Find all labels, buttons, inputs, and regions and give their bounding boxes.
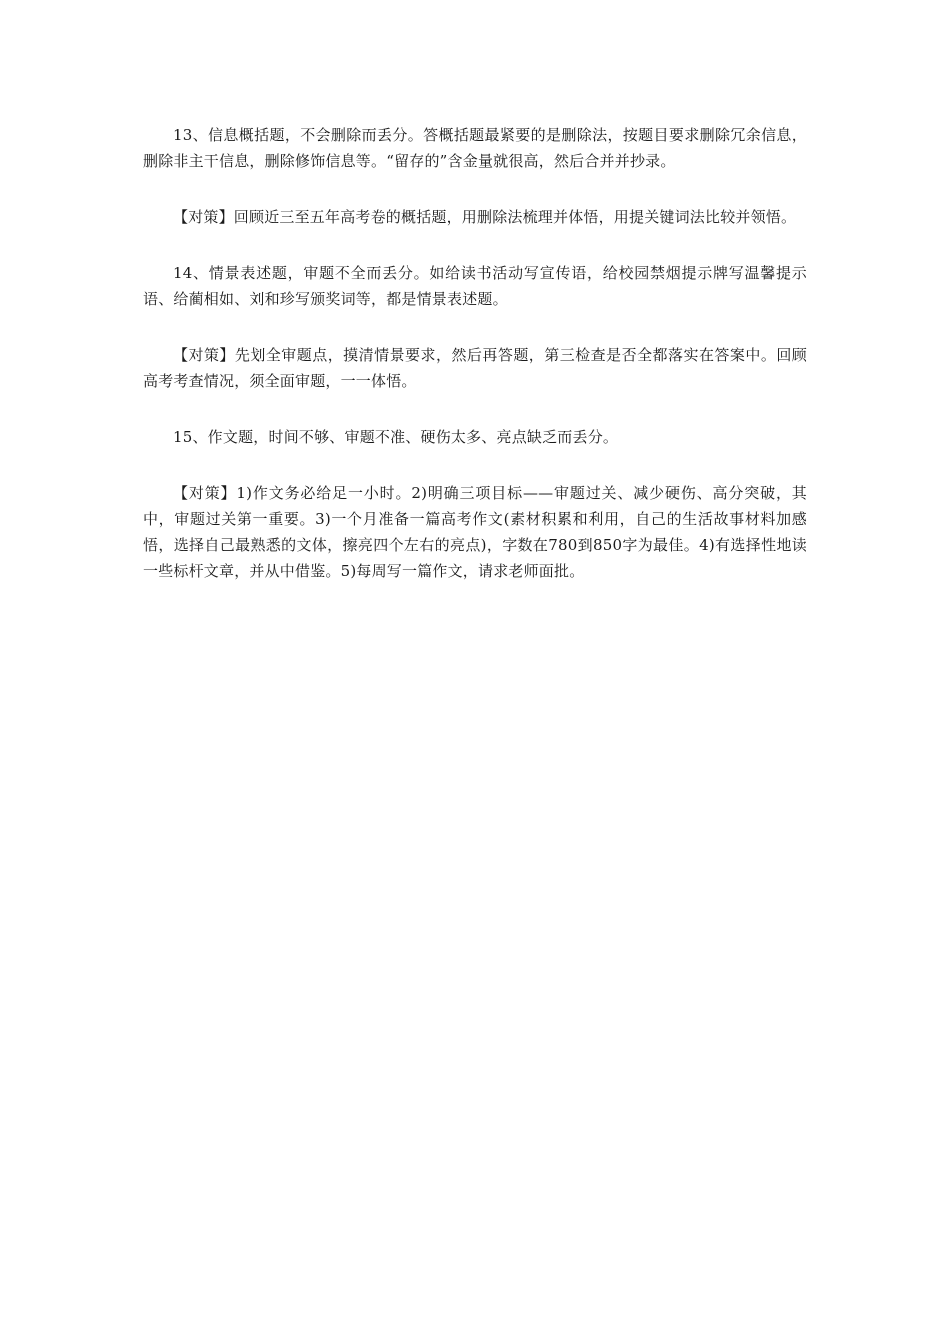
paragraph-strategy-15: 【对策】1)作文务必给足一小时。2)明确三项目标——审题过关、减少硬伤、高分突破，其中，审题过关第一重要。3)一个月准备一篇高考作文(素材积累和利用，自己的生活故事材料加感悟，选择自己最熟悉的文体，擦亮四个左右的亮点)，字数在780到850字为最佳。4)有选择性地读一些标杆文章，并从中借鉴。5)每周写一篇作文，请求老师面批。: [143, 484, 807, 580]
paragraph-strategy-14: 【对策】先划全审题点，摸清情景要求，然后再答题，第三检查是否全都落实在答案中。回顾高考考查情况，须全面审题，一一体悟。: [143, 346, 807, 390]
paragraph-item-13: 13、信息概括题，不会删除而丢分。答概括题最紧要的是删除法，按题目要求删除冗余信息，删除非主干信息，删除修饰信息等。“留存的”含金量就很高，然后合并并抄录。: [143, 126, 807, 170]
paragraph-item-15: 15、作文题，时间不够、审题不准、硬伤太多、亮点缺乏而丢分。: [173, 428, 619, 446]
paragraph-strategy-13: 【对策】回顾近三至五年高考卷的概括题，用删除法梳理并体悟，用提关键词法比较并领悟。: [173, 208, 797, 226]
document-page: [143, 122, 807, 614]
paragraph-item-14: 14、情景表述题，审题不全而丢分。如给读书活动写宣传语，给校园禁烟提示牌写温馨提示语、给蔺相如、刘和珍写颁奖词等，都是情景表述题。: [143, 264, 807, 308]
